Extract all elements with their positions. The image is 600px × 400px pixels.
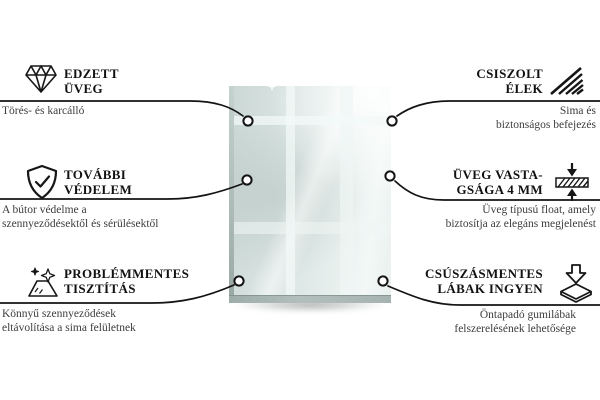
feature-title-easy-cleaning: [64, 267, 189, 296]
title-line: LÁBAK INGYEN: [437, 280, 543, 296]
feature-title-tempered-glass: [64, 67, 119, 96]
desc-line: Törés- és karcálló: [2, 105, 85, 117]
shield-check-icon: [24, 164, 60, 200]
desc-line: Öntapadó gumilábak: [479, 309, 576, 321]
desc-line: biztonságos befejezés: [496, 118, 596, 131]
feature-desc-tempered-glass: [2, 105, 84, 119]
desc-line: Könnyű szennyeződések: [2, 308, 117, 320]
desc-line: szennyeződésektől és sérülésektől: [2, 217, 159, 230]
down-arrow-pad-icon: [557, 263, 595, 303]
title-line: ÉLEK: [505, 80, 543, 96]
desc-line: biztosítja az elegáns megjelenést: [445, 217, 596, 230]
title-line: ÜVEG VASTA-: [452, 167, 543, 182]
title-line: PROBLÉMMENTES: [64, 266, 190, 281]
sparkle-surface-icon: [26, 266, 60, 298]
desc-line: felszerelésének lehetősége: [454, 322, 576, 335]
title-line: CSISZOLT: [476, 66, 543, 81]
hatched-edge-icon: [549, 64, 585, 96]
title-line: GSÁGA 4 MM: [456, 181, 543, 197]
feature-title-extra-protection: [64, 168, 132, 197]
feature-desc-extra-protection: [2, 204, 158, 231]
title-line: VÉDELEM: [64, 181, 133, 197]
desc-line: eltávolítása a sima felületnek: [2, 321, 136, 334]
title-line: EDZETT: [64, 66, 119, 81]
title-line: ÜVEG: [64, 80, 103, 96]
feature-title-glass-thickness: [453, 168, 543, 197]
desc-line: Üveg típusú float, amely: [482, 204, 596, 216]
title-line: TOVÁBBI: [64, 167, 127, 182]
feature-desc-easy-cleaning: [2, 308, 136, 335]
feature-title-non-slip-feet: [425, 267, 543, 296]
feature-desc-non-slip-feet: [454, 309, 576, 336]
glass-bottom-edge: [229, 295, 391, 303]
window-reflection-bar: [234, 222, 391, 234]
feature-desc-glass-thickness: [446, 204, 596, 231]
diamond-icon: [24, 64, 58, 94]
title-line: CSÚSZÁSMENTES: [425, 266, 543, 281]
title-line: TISZTÍTÁS: [64, 280, 136, 296]
desc-line: A bútor védelme a: [2, 204, 87, 216]
feature-title-polished-edges: [476, 67, 543, 96]
window-reflection-bar: [234, 116, 391, 125]
glass-pane-photo: [229, 86, 391, 303]
feature-desc-polished-edges: [496, 105, 596, 132]
glass-thickness-icon: [554, 161, 590, 203]
desc-line: Sima és: [559, 105, 596, 117]
